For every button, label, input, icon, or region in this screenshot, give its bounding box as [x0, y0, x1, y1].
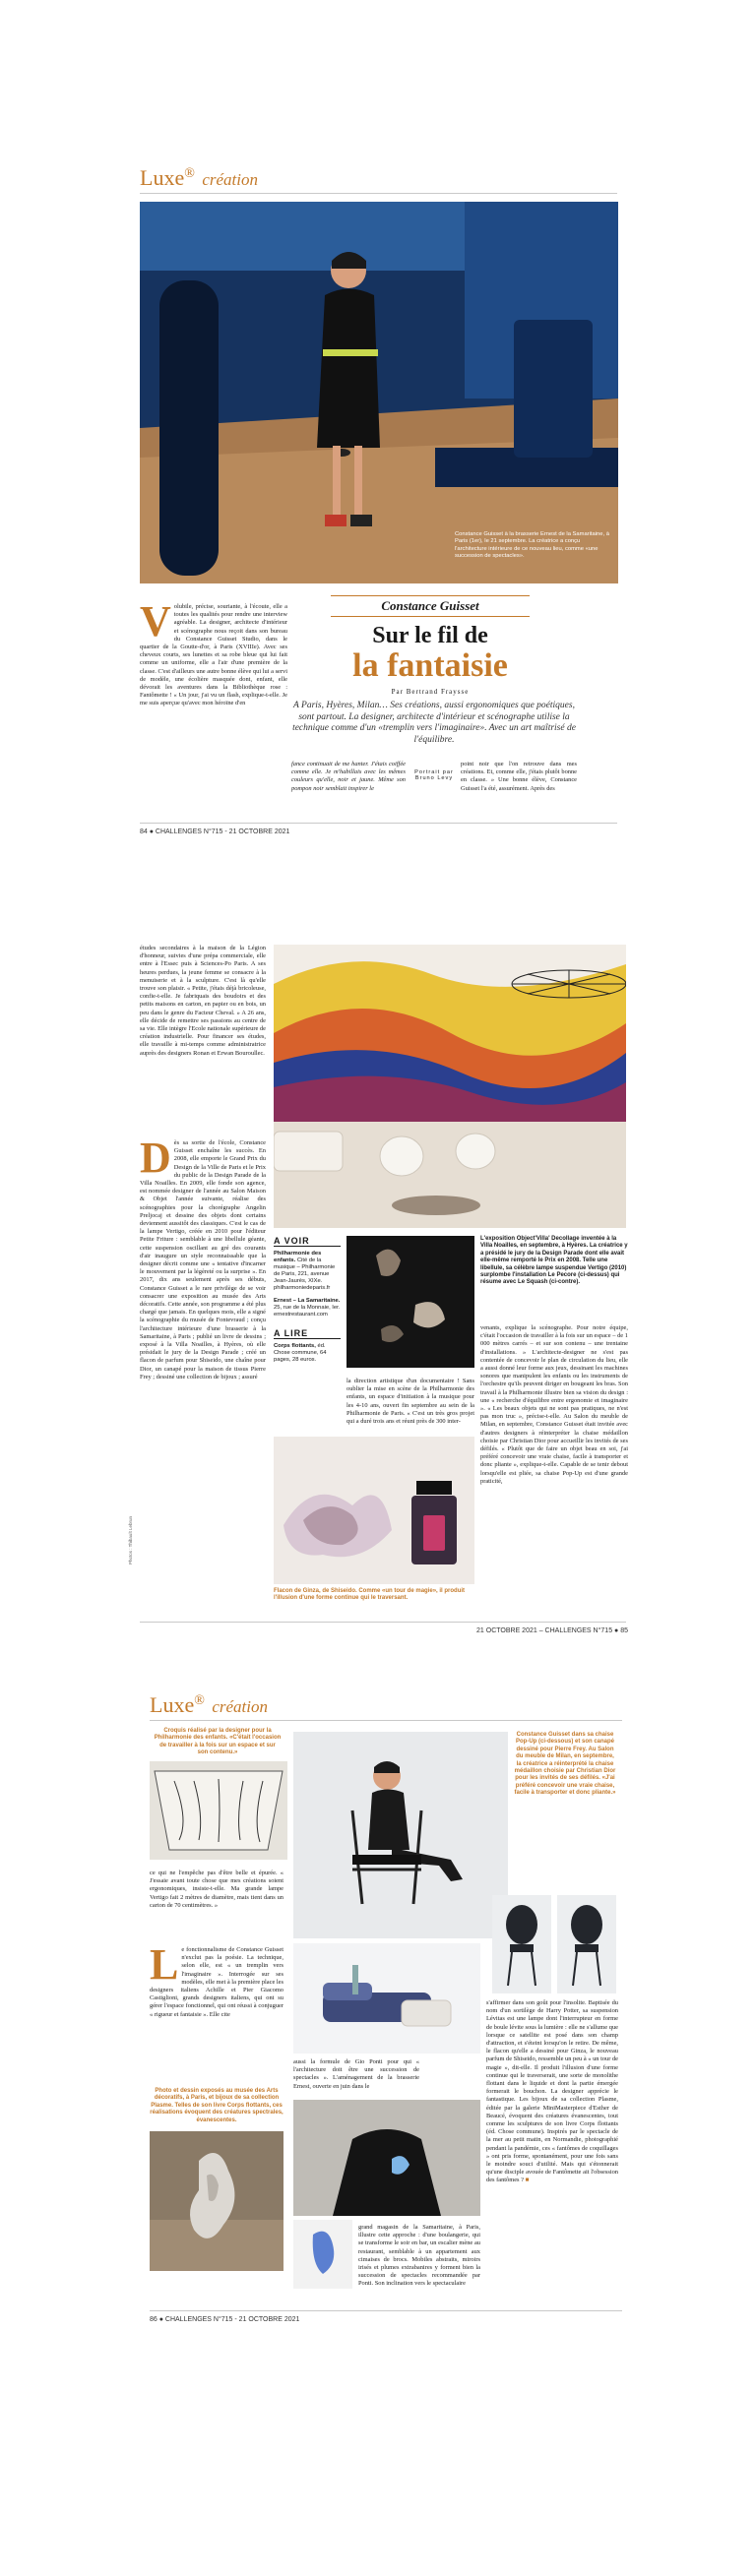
lire-title: Corps flottants, — [274, 1343, 316, 1349]
hero-photo — [140, 202, 618, 583]
p2-col-left-text: ès sa sortie de l'école, Constance Guisset enchaîne les succès. En 2008, elle emporte le Grand Prix du Design de la Ville de Paris et le Prix du public de la Design Parade de la Villa Noailles. En 2009, elle fonde son agence, est nommée designer de l'année au Salon Maison & Objet l'année suivante, réalise des scénographies pour la chorégraphe Angelin Preljocaj et dessine des objets dont certains deviennent aussitôt des classiques. C'est le cas de la lampe Vertigo, créée en 2010 pour l'éditeur Petite Friture : semblable à une libellule géante, cette suspension oscillant au gré des courants d'air inaugure un style reconnaissable que la designer décrit comme une « tentative d'incarner le mouvement par la légèreté ou la surprise ». En 2017, dix ans seulement après ses débuts, Constance Guisset a le rare privilège de se voir consacrer une exposition au musée des Arts décoratifs. Cette année, son programme a été plus chargé que jamais. En quelques mois, elle a signé la scénographie du musée de Fontevraud ; conçu l'architecture intérieure d'une brasserie à la Samaritaine, à Paris ; publié un livre de dessins ; exposé à la Villa Noailles, à Hyères, où elle présidait le jury de la Design Parade ; créé un flacon de parfum pour Shiseido, une chaîne pour Dior, un canapé pour la maison de tissus Pierre Frey ; dessiné une collection de bijoux ; assuré — [140, 1139, 266, 1380]
dropcap-v: V — [140, 597, 171, 645]
rubric-rule-p3 — [150, 1720, 622, 1721]
a-lire-heading: A LIRE — [274, 1328, 341, 1339]
sculpture-dark-illustration — [346, 1236, 474, 1368]
chair-1-illustration — [492, 1895, 551, 1993]
portrait-credit: Portrait par Bruno Levy — [414, 769, 454, 781]
chair-2-illustration — [557, 1895, 616, 1993]
voir-2-text: 25, rue de la Monnaie, Ier. ernestrestaurant.com — [274, 1305, 341, 1318]
p3-column-c: aussi la formule de Gio Ponti pour qui « l'architecture doit être une succession de spectacles ». L'aménagement de la brasserie Ernest, ouverte en juin dans le — [293, 2058, 419, 2090]
p1-footer-rule — [140, 823, 617, 824]
caption-sketch: Croquis réalisé par la designer pour la Philharmonie des enfants. «C'était l'occasion de travailler à la fois sur un espace et sur son contenu.» — [154, 1728, 282, 1756]
p3-footer-rule — [150, 2310, 622, 2311]
kicker: Constance Guisset — [331, 595, 530, 617]
chair-photo-1 — [492, 1895, 551, 1993]
section-rubric-p3 — [150, 1692, 268, 1718]
section-rubric — [140, 165, 258, 191]
p2-column-mid: la direction artistique d'un documentaire ! Sans oublier la mise en scène de la Philharmonie des enfants, un espace d'initiation à la musique pour les 4-10 ans, ouvert fin septembre au sein de la Philharmonie de Paris. « C'est un très gros projet qui a duré trois ans et réuni près de 300 inter- — [346, 1378, 474, 1426]
byline: Par Bertrand Fraysse — [391, 688, 470, 696]
installation-photo — [274, 945, 626, 1228]
p1-column-1 — [140, 597, 287, 708]
p1-column-2: fance continuait de me hanter. J'étais coiffée comme elle. Je m'habillais avec les mêmes couleurs qu'elle, noir et jaune. Même son pompon noir semblait inspirer le — [291, 761, 406, 792]
p3-column-d — [486, 1999, 618, 2185]
voir-1-title: Philharmonie des enfants. — [274, 1251, 322, 1263]
p2-column-top: études secondaires à la maison de la Légion d'honneur, suivies d'une prépa commerciale, elle entre à l'Essec puis à Sciences-Po Paris. A ses heures perdues, la jeune femme se consacre à la menuiserie et à la sculpture. C'est là qu'elle trouve son plaisir. « Petite, j'étais déjà bricoleuse, confie-t-elle. Je fabriquais des boudoirs et des petits maisons en carton, en papier ou en bois, un peu dans le genre du Facteur Cheval. » A 26 ans, elle décide de remettre ses passions au centre de sa vie. Elle intègre l'Ecole nationale supérieure de création industrielle. Pour financer ses études, elle travaille à mi-temps comme administratrice auprès des designers Ronan et Erwan Bouroullec. — [140, 945, 266, 1057]
hero-illustration — [140, 202, 618, 583]
rubric-suffix-p3: création — [212, 1697, 268, 1716]
jewelry-illustration — [293, 2100, 480, 2216]
chair-photo-2 — [557, 1895, 616, 1993]
caption-bottom-text: Flacon de Ginza, de Shiseido. Comme «un tour de magie», il produit l'illusion d'une forme continue qui le traversant. — [274, 1588, 466, 1602]
p2-footer-rule — [140, 1622, 626, 1623]
p3-col-d-text: s'affirmer dans son goût pour l'insolite. Baptisée du nom d'un sortilège de Harry Potter, sa suspension Lévitas est une lampe dont l'interrupteur en forme de boule lévite sous la lumière : elle ne s'allume que lorsque ce satellite est posé dans son champ d'attraction, et s'éteint lorsqu'on le retire. De même, le flacon qu'elle a dessiné pour Ginza, le nouveau parfum de Shiseido, ressemble un peu à « un tour de magie », dit-elle. Il produit l'illusion d'une forme continue qui le traverserait, une sorte de monolithe flottant dans le liquide et dont la partie émergée formerait le bouchon. La designer apprécie le fantastique. Les bijoux de sa collection Plasme, éditée par la galerie MiniMasterpiece d'Esther de Beaucé, évoquent des créatures évanescentes, tout comme les sculptures de son livre Corps flottants (éd. Chose commune). Inspirés par le spectacle de la mer au petit matin, en Normandie, photographié pendant la pandémie, ces « fantômes de coquillages » ont pris forme, spontanément, pour une fois sans le moindre souci d'utilité. Mais qui s'étonnerait qu'une disciple avouée de Fantômette ait l'obsession des fantômes ? — [486, 1999, 618, 2184]
ghost-sculpture-illustration — [150, 2131, 284, 2271]
installation-illustration — [274, 945, 626, 1228]
p2-column-right: venants, explique la scénographe. Pour notre équipe, c'était l'occasion de travailler à la fois sur un espace – de 1 000 mètres carrés – et sur son contenu – une trentaine d'installations. » L'architecte-designer ne s'est pas contentée de concevoir le plan de circulation du lieu, elle a aussi donné leur forme aux jeux, dessinant les machines sonores que manipulent les enfants ou les instruments de l'orchestre qu'ils peuvent diriger en bougeant les bras. Son travail à la Philharmonie illustre bien sa vision du design : une « recherche d'équilibre entre ergonomie et imaginaire ». « Les beaux objets qui ne sont pas pratiques, ne n'est pas mon truc », précise-t-elle. Au Salon du meuble de Milan, en septembre, Constance Guisset était invitée avec d'autres designers à réinterpréter la chaise médaillon choisie par Christian Dior pour accueillir les invités de ses défilés. « Plutôt que de faire un objet beau en soi, j'ai préféré concevoir une vraie chaise, facile à transporter et donc pliante », explique-t-elle. Capable de se tenir debout lorsqu'elle est pliée, sa chaise Pop-Up est d'une grande praticité, — [480, 1324, 628, 1485]
a-voir-heading: A VOIR — [274, 1236, 341, 1247]
rubric-suffix: création — [202, 170, 258, 189]
p3-column-a: ce qui ne l'empêche pas d'être belle et épurée. « J'essaie avant toute chose que mes créations soient ergonomiques, insiste-t-elle. Ma grande lampe Vertigo fait 2 mètres de diamètre, mais tient dans un carton de 70 centimètres. » — [150, 1870, 284, 1909]
rubric-brand: Luxe — [140, 165, 185, 190]
p3-column-b — [150, 1940, 284, 2019]
sofa-illustration — [293, 1943, 480, 2054]
p3-col-b-text: e fonctionnalisme de Constance Guisset n'exclut pas la poésie. La technique, selon elle, est « un tremplin vers l'imaginaire ». Interrogée sur ses modèles, elle met à la première place les designers italiens Achille et Pier Giacomo Castiglioni, grands designers italiens, qui ont su gérer l'espace fonctionnel, qui ont réussi à conjuguer « rigueur et fantaisie ». Elle cite — [150, 1946, 284, 2018]
dropcap-l: L — [150, 1940, 179, 1989]
p1-folio: 84 ● CHALLENGES N°715 - 21 OCTOBRE 2021 — [140, 828, 290, 835]
p3-folio: 86 ● CHALLENGES N°715 - 21 OCTOBRE 2021 — [150, 2316, 300, 2323]
perfume-illustration — [274, 1437, 474, 1584]
drawing-illustration — [293, 2220, 352, 2289]
standfirst: A Paris, Hyères, Milan… Ses créations, aussi ergonomiques que poétiques, sont partout. La designer, architecte d'intérieur et scénographe utilise la technique comme d'un «tremplin vers l'imaginaire». Avec un art maîtrisé de l'équilibre. — [292, 701, 576, 745]
photo-credit: Photos : Thibault Lebrun — [128, 1516, 133, 1564]
jewelry-photo — [293, 2100, 480, 2216]
page-85 — [0, 935, 756, 1683]
rubric-mark-p3: ® — [194, 1692, 205, 1708]
sculpture-dark-photo — [346, 1236, 474, 1368]
lire-text: éd. Chose commune, 64 pages, 28 euros. — [274, 1343, 327, 1363]
end-mark: ■ — [525, 2177, 530, 2184]
rubric-brand-p3: Luxe — [150, 1692, 195, 1717]
p2-column-left — [140, 1134, 266, 1381]
sketch-illustration — [150, 1761, 287, 1860]
rubric-rule — [140, 193, 617, 194]
p2-folio: 21 OCTOBRE 2021 – CHALLENGES N°715 ● 85 — [476, 1627, 628, 1634]
p1-col1-text: olubile, précise, souriante, à l'écoute, elle a toutes les qualités pour rendre une interview agréable. La designer, architecte d'intérieur et scénographe nous reçoit dans son bureau du Constance Guisset Studio, dans le quartier de la Goutte-d'or, à Paris (XVIIIe). Avec ses cheveux courts, ses lunettes et sa robe bleue qui lui fait comme un uniforme, elle a l'air d'une première de la classe. C'est d'ailleurs une autre bonne élève qui lui a servi de modèle, une écolière masquée dont, enfant, elle dévorait les aventures dans la Bibliothèque rose : Fantômette ! « Un jour, j'ai vu un flash, explique-t-elle. Je me suis aperçue qu'avec mon héroïne d'en — [140, 603, 287, 707]
sketch-photo — [150, 1761, 287, 1860]
voir-1-text: Cité de la musique – Philharmonie de Paris, 221, avenue Jean-Jaurès, XIXe. philharmoniedeparis.fr — [274, 1257, 336, 1291]
perfume-photo — [274, 1437, 474, 1584]
rubric-mark: ® — [184, 165, 195, 181]
a-voir-item-2 — [274, 1298, 341, 1319]
a-voir-box — [274, 1236, 341, 1364]
sofa-photo — [293, 1943, 480, 2054]
dropcap-d: D — [140, 1134, 171, 1182]
title-line-2: la fantaisie — [352, 647, 508, 684]
drawing-photo — [293, 2220, 352, 2289]
chair-portrait-photo — [293, 1732, 508, 1938]
page-86 — [0, 1692, 756, 2558]
caption-bottom — [274, 1588, 474, 1603]
hero-caption: Constance Guisset à la brasserie Ernest de la Samaritaine, à Paris (1er), le 21 septembre. La créatrice a conçu l'architecture intérieure de ce nouveau lieu, comme «une succession de spectacles». — [455, 531, 609, 560]
caption-chair: Constance Guisset dans sa chaise Pop-Up (ci-dessous) et son canapé dessiné pour Pierre Frey. Au Salon du meuble de Milan, en septembre, la créatrice a réinterprété la chaise médaillon choisie par Christian Dior pour les invités de ses défilés. «J'ai préféré concevoir une vraie chaise, facile à transporter et donc pliante.» — [514, 1732, 616, 1797]
voir-2-title: Ernest – La Samaritaine. — [274, 1298, 341, 1304]
page-84 — [0, 0, 756, 856]
a-voir-item-1 — [274, 1251, 341, 1292]
p3-column-e: grand magasin de la Samaritaine, à Paris, illustre cette approche : d'une boulangerie, qui se transforme le soir en bar, un escalier mène au restaurant, semblable à un appartement aux cimaises de brocs. Mobiles abstraits, miroirs irisés et plumes extrabanires y forment bien la succession de spectacles recommandée par Ponti. Son inclination vers le spectaculaire — [358, 2224, 480, 2288]
ghost-sculpture-photo — [150, 2131, 284, 2271]
title-line-1: Sur le fil de — [372, 623, 488, 648]
p1-column-3: point noir que l'on retrouve dans mes créations. Et, comme elle, j'étais plutôt bonne en classe. » Une bonne élève, Constance Guisset l'a été, assurément. Après des — [461, 761, 577, 792]
a-lire-item — [274, 1343, 341, 1364]
caption-top: L'exposition Object'Villa' Decollage inventée à la Villa Noailles, en septembre, à Hyères. La créatrice y a présidé le jury de la Design Parade dont elle avait elle-même remporté le Prix en 2008. Telle une libellule, sa célèbre lampe suspendue Vertigo (2010) surplombe l'installation Le Pecore (ci-dessus) qui résume avec Le Squash (ci-contre). — [480, 1236, 628, 1286]
headline-block — [291, 595, 569, 696]
caption-sculpture: Photo et dessin exposés au musée des Arts décoratifs, à Paris, et bijoux de sa collection Plasme. Telles de son livre Corps flottants, ces réalisations évoquent des créatures spectrales, évanescentes. — [150, 2088, 284, 2123]
chair-portrait-illustration — [293, 1732, 508, 1938]
